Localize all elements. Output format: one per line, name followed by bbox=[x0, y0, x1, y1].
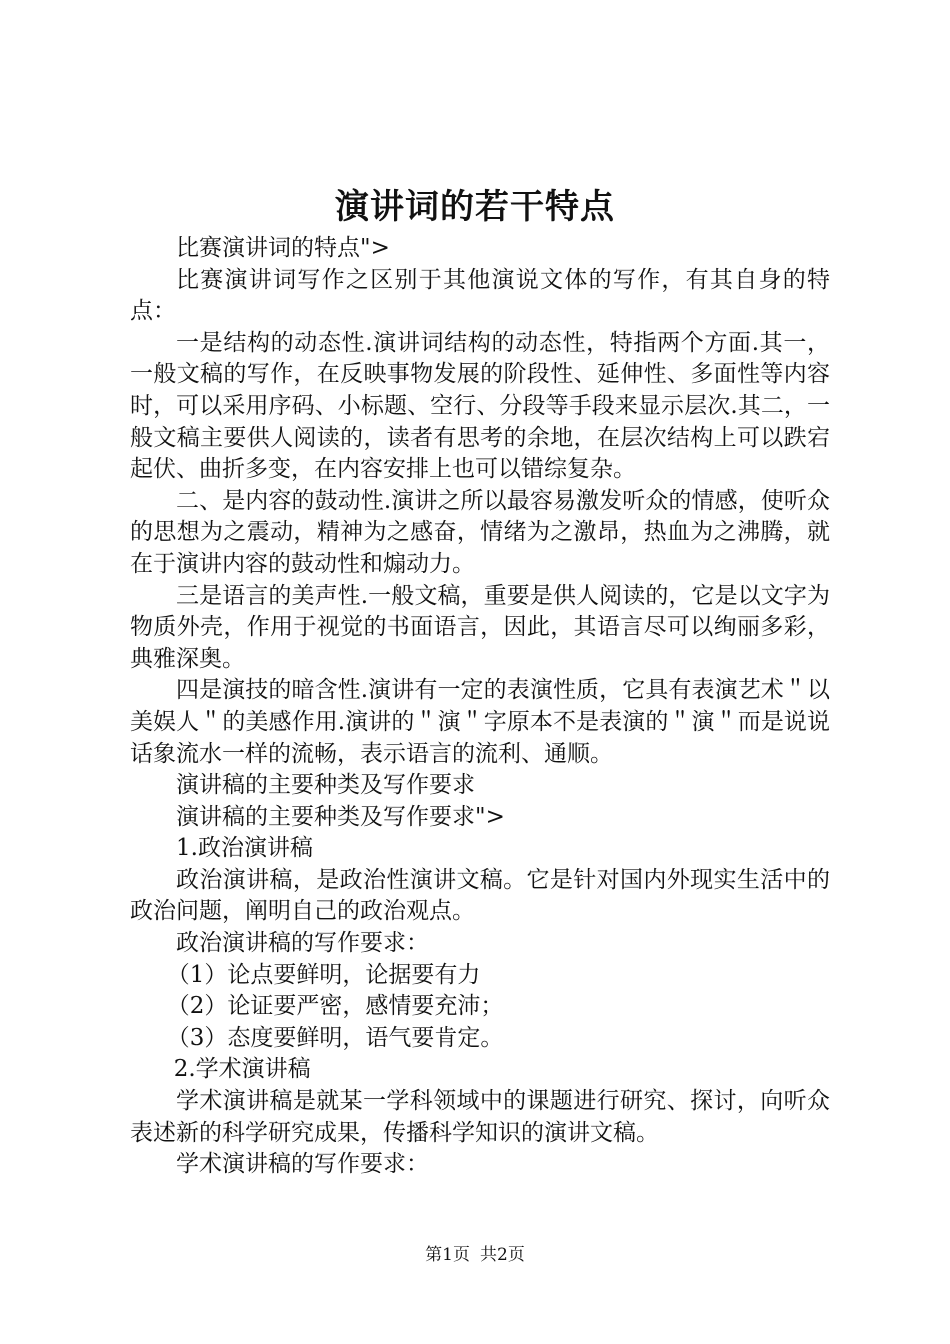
page-footer bbox=[0, 1243, 950, 1267]
paragraph: 学术演讲稿的写作要求： bbox=[176, 1151, 429, 1178]
page-total: 共2页 bbox=[480, 1245, 525, 1265]
document-body bbox=[130, 233, 830, 1181]
paragraph: 政治演讲稿，是政治性演讲文稿。它是针对国内外现实生活中的政治问题，阐明自己的政治观点。 bbox=[130, 866, 830, 925]
list-item: （2）论证要严密，感情要充沛； bbox=[166, 993, 504, 1020]
list-item: （3）态度要鲜明，语气要肯定。 bbox=[166, 1024, 504, 1051]
subsection-heading: 1.政治演讲稿 bbox=[176, 835, 313, 862]
section-heading: 演讲稿的主要种类及写作要求 bbox=[176, 772, 475, 799]
paragraph: 一是结构的动态性.演讲词结构的动态性，特指两个方面.其一，一般文稿的写作，在反映事物发展的阶段性、延伸性、多面性等内容时，可以采用序码、小标题、空行、分段等手段来显示层次.其二，一般文稿主要供人阅读的，读者有思考的余地，在层次结构上可以跌宕起伏、曲折多变，在内容安排上也可以错综复杂。 bbox=[130, 329, 830, 483]
page-title: 演讲词的若干特点 bbox=[335, 187, 615, 227]
list-item: （1）论点要鲜明，论据要有力 bbox=[166, 961, 481, 988]
paragraph: 二、是内容的鼓动性.演讲之所以最容易激发听众的情感，使听众的思想为之震动，精神为之感奋，情绪为之激昂，热血为之沸腾，就在于演讲内容的鼓动性和煽动力。 bbox=[130, 487, 830, 577]
paragraph: 比赛演讲词写作之区别于其他演说文体的写作，有其自身的特点： bbox=[130, 266, 830, 325]
subsection-heading: 2.学术演讲稿 bbox=[173, 1056, 311, 1083]
paragraph: 三是语言的美声性.一般文稿，重要是供人阅读的，它是以文字为物质外壳，作用于视觉的书面语言，因此，其语言尽可以绚丽多彩，典雅深奥。 bbox=[130, 582, 830, 672]
paragraph: 四是演技的暗含性.演讲有一定的表演性质，它具有表演艺术＂以美娱人＂的美感作用.演讲的＂演＂字原本不是表演的＂演＂而是说说话象流水一样的流畅，表示语言的流利、通顺。 bbox=[130, 677, 830, 767]
section-heading: 演讲稿的主要种类及写作要求"> bbox=[176, 803, 505, 830]
page-number: 第1页 bbox=[425, 1245, 470, 1265]
paragraph: 政治演讲稿的写作要求： bbox=[176, 930, 429, 957]
paragraph: 比赛演讲词的特点"> bbox=[176, 235, 390, 261]
paragraph: 学术演讲稿是就某一学科领域中的课题进行研究、探讨，向听众表述新的科学研究成果，传播科学知识的演讲文稿。 bbox=[130, 1088, 830, 1146]
